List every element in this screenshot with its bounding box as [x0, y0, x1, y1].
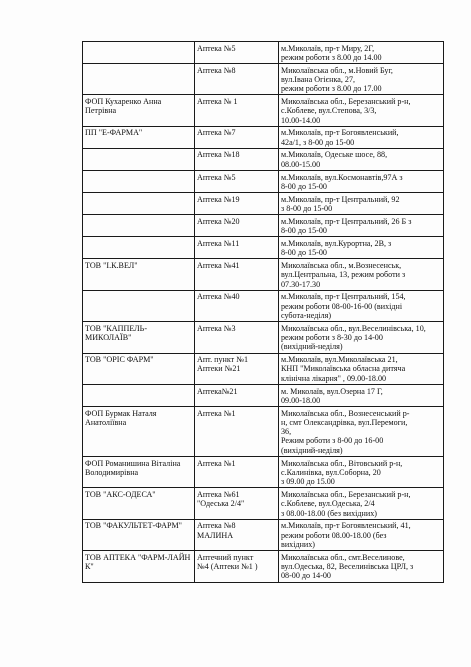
table-row	[83, 237, 444, 259]
pharmacy-cell: Аптека №5	[195, 171, 279, 193]
address-cell: м.Миколаїв, пр-т Богоявленський, 42а/1, з 8-00 до 15-00	[279, 126, 444, 148]
organization-cell: ФОП Романишина Віталіна Володимирівна	[83, 457, 195, 488]
table-row	[83, 171, 444, 193]
table-row	[83, 407, 444, 457]
pharmacy-cell: Аптека №18	[195, 148, 279, 170]
table-row	[83, 42, 444, 64]
address-cell: м.Миколаїв, пр-т Центральний, 26 Б з 8-00 до 15-00	[279, 215, 444, 237]
organization-cell	[83, 215, 195, 237]
organization-cell	[83, 64, 195, 95]
pharmacy-cell: Аптека №8 МАЛИНА	[195, 519, 279, 550]
pharmacy-cell: Аптека №3	[195, 322, 279, 353]
pharmacy-cell: Аптека №5	[195, 42, 279, 64]
table-row	[83, 95, 444, 126]
address-cell: м.Миколаїв, пр-т Центральний, 92 з 8-00 до 15-00	[279, 193, 444, 215]
table-row	[83, 519, 444, 550]
organization-cell	[83, 290, 195, 321]
pharmacy-cell: Аптечний пункт №4 (Аптеки №1 )	[195, 551, 279, 582]
pharmacy-cell: Аптека №1	[195, 457, 279, 488]
organization-cell: ФОП Бурмак Наталя Анатоліївна	[83, 407, 195, 457]
pharmacy-cell: Аптека №40	[195, 290, 279, 321]
table-row	[83, 148, 444, 170]
pharmacy-cell: Аптека №8	[195, 64, 279, 95]
table-row	[83, 259, 444, 290]
table-row	[83, 126, 444, 148]
organization-cell	[83, 171, 195, 193]
organization-cell: ТОВ "АКС-ОДЕСА"	[83, 488, 195, 519]
table-row	[83, 215, 444, 237]
address-cell: м.Миколаїв, пр-т Богоявленський, 41, режим роботи 08.00-18.00 (без вихідних)	[279, 519, 444, 550]
organization-cell	[83, 148, 195, 170]
pharmacy-cell: Аптека №7	[195, 126, 279, 148]
table-row	[83, 457, 444, 488]
pharmacy-cell: Аптека №61 "Одеська 2/4"	[195, 488, 279, 519]
organization-cell: ТОВ "ФАКУЛЬТЕТ-ФАРМ"	[83, 519, 195, 550]
address-cell: м.Миколаїв, пр-т Миру, 2Г, режим роботи з 8.00 до 14.00	[279, 42, 444, 64]
organization-cell	[83, 193, 195, 215]
organization-cell: ТОВ "І.К.ВЕЛ"	[83, 259, 195, 290]
pharmacy-cell: Аптека №11	[195, 237, 279, 259]
pharmacy-cell: Аптека №1	[195, 407, 279, 457]
table-row	[83, 551, 444, 582]
address-cell: Миколаївська обл., Березанський р-н, с.Коблеве, вул.Одеська, 2/4 з 08.00-18.00 (без вихідних)	[279, 488, 444, 519]
pharmacy-cell: Аптека№21	[195, 385, 279, 407]
address-cell: Миколаївська обл., Вітовський р-н, с.Калинівка, вул.Соборна, 20 з 09.00 до 15.00	[279, 457, 444, 488]
table-row	[83, 353, 444, 384]
pharmacy-cell: Аптека №19	[195, 193, 279, 215]
address-cell: м.Миколаїв, пр-т Центральний, 154, режим роботи 08-00-16-00 (вихідні субота-неділя)	[279, 290, 444, 321]
address-cell: м.Миколаїв, вул.Космонавтів,97А з 8-00 до 15-00	[279, 171, 444, 193]
address-cell: Миколаївська обл., вул.Веселинівська, 10, режим роботи з 8-30 до 14-00 (вихідний-неділя)	[279, 322, 444, 353]
address-cell: м. Миколаїв, вул.Озерна 17 Г, 09.00-18.00	[279, 385, 444, 407]
table-row	[83, 385, 444, 407]
address-cell: м.Миколаїв, вул.Миколаївська 21, КНП "Миколаївська обласна дитяча клінічна лікарня" , 09.00-18.00	[279, 353, 444, 384]
organization-cell	[83, 385, 195, 407]
table-row	[83, 488, 444, 519]
pharmacy-cell: Аптека № 1	[195, 95, 279, 126]
address-cell: Миколаївська обл., Вознесенський р- н, смт Олександрівка, вул.Перемоги, 36, Режим роботи з 8-00 до 16-00 (вихідний-неділя)	[279, 407, 444, 457]
address-cell: Миколаївська обл., смт.Веселинове, вул.Одеська, 82, Веселинівська ЦРЛ, з 08-00 до 14-00	[279, 551, 444, 582]
pharmacy-cell: Аптека №20	[195, 215, 279, 237]
pharmacy-cell: Апт. пункт №1 Аптеки №21	[195, 353, 279, 384]
table-row	[83, 322, 444, 353]
organization-cell	[83, 237, 195, 259]
address-cell: Миколаївська обл., м.Новий Буг, вул.Івана Огієнка, 27, режим роботи з 8.00 до 17.00	[279, 64, 444, 95]
organization-cell: ФОП Кухаренко Анна Петрівна	[83, 95, 195, 126]
pharmacy-cell: Аптека №41	[195, 259, 279, 290]
organization-cell: ТОВ "ОРІС ФАРМ"	[83, 353, 195, 384]
organization-cell	[83, 42, 195, 64]
pharmacy-table-body	[83, 42, 444, 583]
organization-cell: ТОВ АПТЕКА "ФАРМ-ЛАЙН К"	[83, 551, 195, 582]
address-cell: Миколаївська обл., м.Вознесенськ, вул.Центральна, 13, режим роботи з 07.30-17.30	[279, 259, 444, 290]
pharmacy-table	[82, 41, 444, 583]
address-cell: м.Миколаїв, вул.Курортна, 2В, з 8-00 до 15-00	[279, 237, 444, 259]
organization-cell: ТОВ "КАППЕЛЬ-МИКОЛАЇВ"	[83, 322, 195, 353]
organization-cell: ПП "Е-ФАРМА"	[83, 126, 195, 148]
address-cell: м.Миколаїв, Одеське шосе, 88, 08.00-15.00	[279, 148, 444, 170]
table-row	[83, 64, 444, 95]
table-row	[83, 193, 444, 215]
table-row	[83, 290, 444, 321]
address-cell: Миколаївська обл., Березанський р-н, с.Коблеве, вул.Степова, 3/3, 10.00-14.00	[279, 95, 444, 126]
